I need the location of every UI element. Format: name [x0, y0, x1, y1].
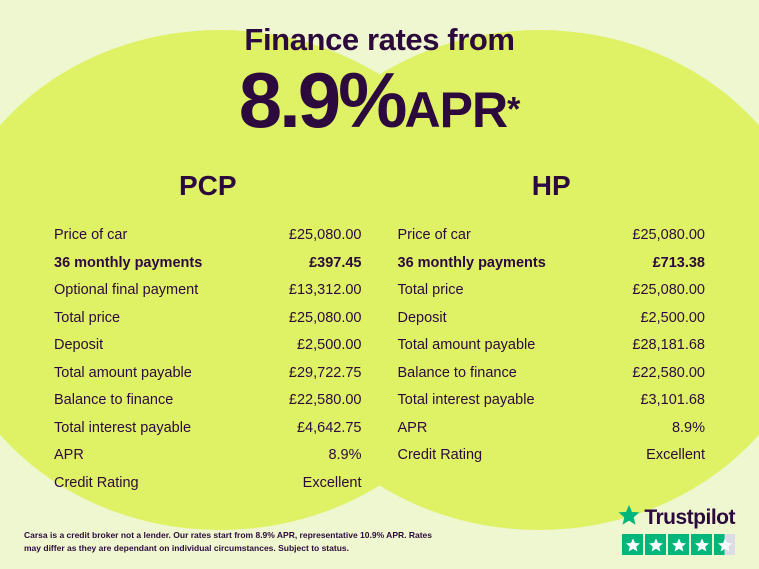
row-value: £22,580.00 — [632, 364, 705, 381]
star-icon — [645, 534, 666, 555]
row-value: £22,580.00 — [288, 392, 362, 409]
row-value: £29,722.75 — [288, 364, 362, 381]
row-label: Balance to finance — [397, 364, 517, 381]
row-label: Deposit — [397, 309, 447, 326]
row-value: £28,181.68 — [632, 337, 705, 354]
table-row — [54, 387, 362, 415]
row-value: £4,642.75 — [296, 419, 362, 436]
row-value: Excellent — [646, 447, 705, 464]
row-label: Total price — [397, 282, 464, 299]
row-label: Deposit — [54, 337, 104, 354]
trustpilot-rating — [618, 504, 735, 555]
row-value: £25,080.00 — [288, 227, 362, 244]
trustpilot-logo — [618, 504, 735, 531]
row-label: Optional final payment — [54, 282, 199, 299]
row-label: Total amount payable — [397, 337, 536, 354]
table-row — [54, 222, 362, 250]
rate-display — [0, 56, 759, 144]
row-value: £25,080.00 — [288, 309, 362, 326]
panel-title-hp: HP — [531, 169, 571, 201]
rate-asterisk: * — [507, 90, 521, 129]
star-icon — [668, 534, 689, 555]
row-value: 8.9% — [328, 447, 362, 464]
table-row — [398, 332, 706, 360]
table-row — [54, 414, 362, 442]
table-row — [54, 332, 362, 360]
row-value: £25,080.00 — [632, 227, 705, 244]
panel-pcp — [36, 170, 380, 497]
star-icon — [622, 534, 643, 555]
table-row — [54, 469, 362, 497]
table-row — [54, 277, 362, 305]
table-row — [398, 414, 706, 442]
table-row — [54, 359, 362, 387]
row-value: 8.9% — [671, 419, 705, 436]
poster-footer — [0, 504, 759, 555]
row-label: 36 monthly payments — [397, 254, 546, 271]
row-label: 36 monthly payments — [54, 254, 203, 271]
trustpilot-wordmark: Trustpilot — [644, 505, 735, 529]
row-value: £3,101.68 — [640, 392, 705, 409]
row-label: Total price — [54, 309, 121, 326]
row-label: Credit Rating — [54, 474, 139, 491]
row-label: Price of car — [54, 227, 128, 244]
table-row — [398, 249, 706, 277]
page-title: Finance rates from — [244, 22, 515, 57]
panel-title-pcp: PCP — [178, 169, 237, 201]
row-label: Price of car — [397, 227, 471, 244]
table-row — [398, 359, 706, 387]
rate-unit: APR — [404, 82, 508, 138]
table-row — [54, 304, 362, 332]
star-icon — [691, 534, 712, 555]
row-label: APR — [54, 447, 84, 464]
row-label: Total amount payable — [54, 364, 192, 381]
row-label: Total interest payable — [54, 419, 192, 436]
row-label: Balance to finance — [54, 392, 174, 409]
row-label: Total interest payable — [397, 392, 535, 409]
trustpilot-stars — [618, 534, 735, 555]
row-label: APR — [397, 419, 428, 436]
finance-panels — [0, 170, 759, 497]
table-row — [398, 222, 706, 250]
row-value: £2,500.00 — [296, 337, 362, 354]
row-value: £397.45 — [309, 254, 362, 271]
table-row — [398, 304, 706, 332]
rate-number: 8.9% — [238, 56, 405, 144]
star-half-icon — [714, 534, 735, 555]
row-label: Credit Rating — [397, 447, 483, 464]
table-row — [398, 387, 706, 415]
disclaimer-text: Carsa is a credit broker not a lender. Our rates start from 8.9% APR, representative 10.9% APR. Rates may differ as they are dependant on individual circumstances. Subject to status. — [24, 529, 433, 553]
row-value: £713.38 — [652, 254, 705, 271]
row-value: Excellent — [302, 474, 362, 491]
table-row — [398, 277, 706, 305]
row-value: £25,080.00 — [632, 282, 705, 299]
table-row — [398, 442, 706, 470]
trustpilot-star-icon — [618, 504, 640, 531]
panel-hp — [380, 170, 724, 497]
row-value: £13,312.00 — [288, 282, 362, 299]
row-value: £2,500.00 — [640, 309, 705, 326]
table-row — [54, 249, 362, 277]
table-row — [54, 442, 362, 470]
